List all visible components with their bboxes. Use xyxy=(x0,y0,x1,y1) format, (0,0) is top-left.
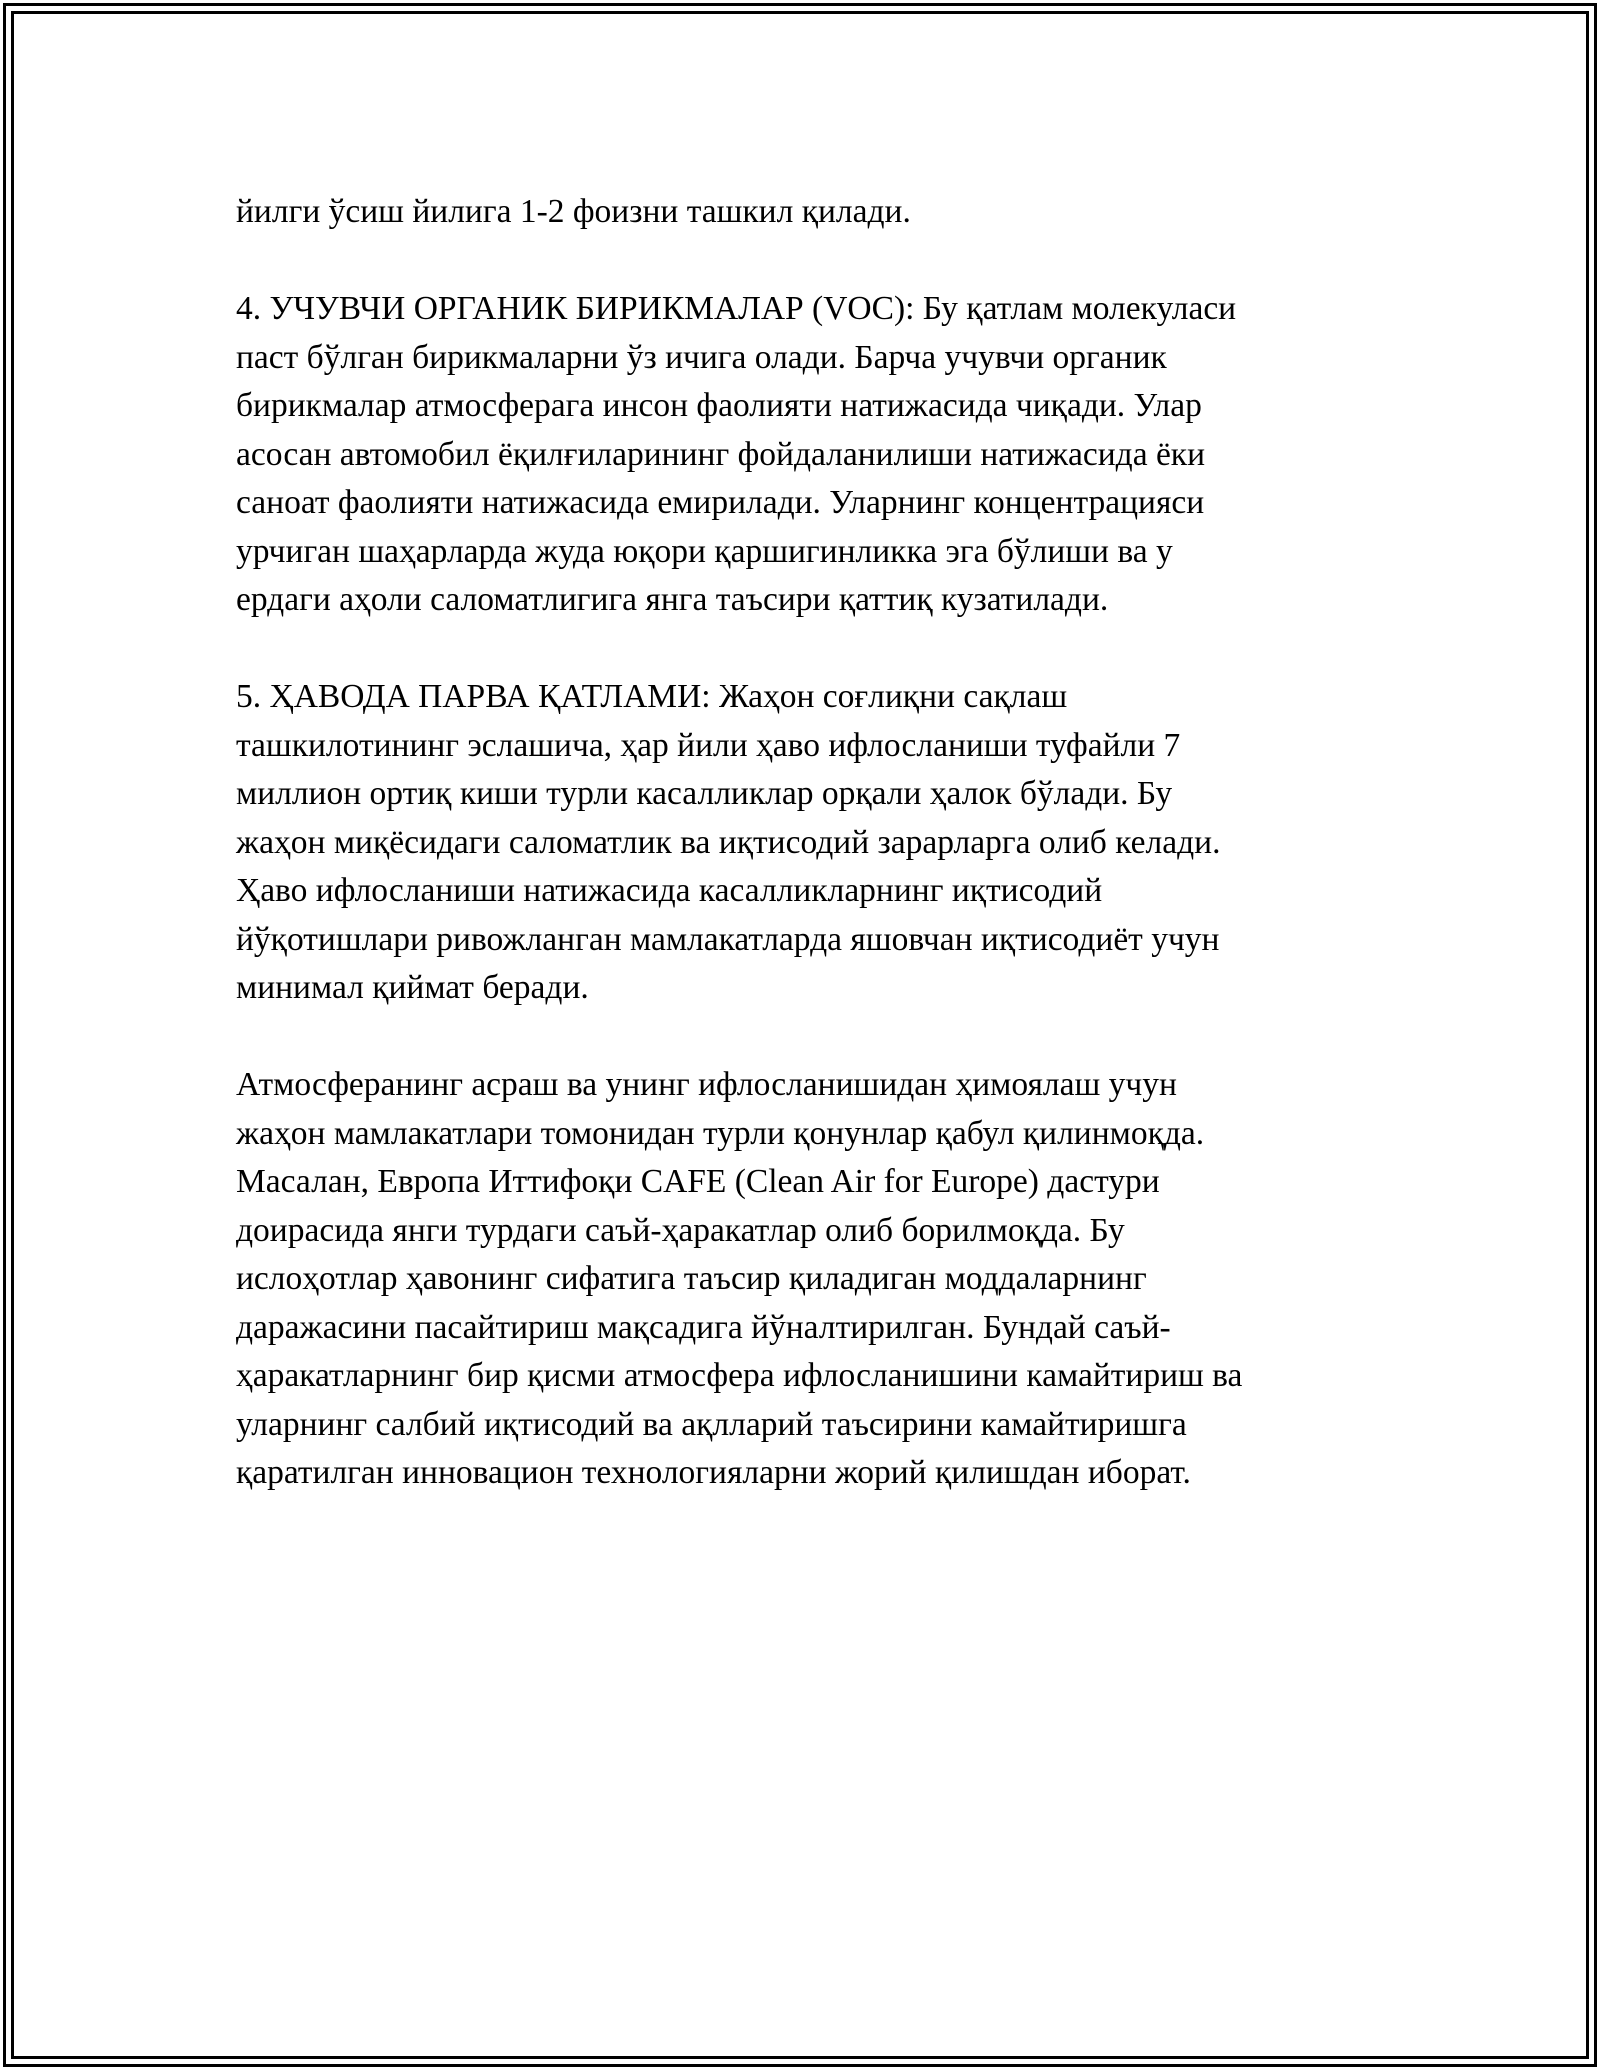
text-line: йўқотишлари ривожланган мамлакатларда яшовчан иқтисодиёт учун xyxy=(236,920,1220,958)
text-line: ҳаракатларнинг бир қисми атмосфера ифлосланишини камайтириш ва xyxy=(236,1357,1243,1394)
paragraph-4 xyxy=(236,1061,1366,1498)
text-line: ислоҳотлар ҳавонинг сифатига таъсир қиладиган моддаларнинг xyxy=(236,1260,1147,1297)
text-line: қаратилган инновацион технологияларни жорий қилишдан иборат. xyxy=(236,1454,1191,1491)
paragraph-3 xyxy=(236,673,1366,1013)
text-line: бирикмалар атмосферага инсон фаолияти натижасида чиқади. Улар xyxy=(236,387,1202,424)
text-line: асосан автомобил ёқилғиларининг фойдаланилиши натижасида ёки xyxy=(236,435,1206,473)
text-line: минимал қиймат беради. xyxy=(236,969,589,1006)
document-body xyxy=(236,188,1366,1546)
text-line: Масалан, Европа Иттифоқи CAFE (Clean Air for Europe) дастури xyxy=(236,1163,1160,1200)
paragraph-2 xyxy=(236,285,1366,625)
text-line: ердаги аҳоли саломатлигига янга таъсири қаттиқ кузатилади. xyxy=(236,581,1109,618)
text-line: жаҳон миқёсидаги саломатлик ва иқтисодий зарарларга олиб келади. xyxy=(236,823,1221,861)
text-line: Атмосферанинг асраш ва унинг ифлосланишидан ҳимоялаш учун xyxy=(236,1066,1177,1103)
paragraph-1 xyxy=(236,188,1366,237)
text-line: урчиган шаҳарларда жуда юқори қаршигинликка эга бўлиши ва у xyxy=(236,532,1173,570)
text-line: йилги ўсиш йилига 1-2 фоизни ташкил қилади. xyxy=(236,193,911,230)
text-line: Ҳаво ифлосланиши натижасида касалликларнинг иқтисодий xyxy=(236,872,1103,909)
text-line: 4. УЧУВЧИ ОРГАНИК БИРИКМАЛАР (VOC): Бу қатлам молекуласи xyxy=(236,290,1237,327)
text-line: доирасида янги турдаги саъй-ҳаракатлар олиб борилмоқда. Бу xyxy=(236,1211,1125,1249)
text-line: 5. ҲАВОДА ПАРВА ҚАТЛАМИ: Жаҳон соғлиқни сақлаш xyxy=(236,678,1068,715)
text-line: ташкилотининг эслашича, ҳар йили ҳаво ифлосланиши туфайли 7 xyxy=(236,726,1181,764)
text-line: жаҳон мамлакатлари томонидан турли қонунлар қабул қилинмоқда. xyxy=(236,1114,1205,1152)
text-line: даражасини пасайтириш мақсадига йўналтирилган. Бундай саъй- xyxy=(236,1308,1171,1346)
text-line: паст бўлган бирикмаларни ўз ичига олади. Барча учувчи органик xyxy=(236,338,1167,376)
text-line: уларнинг салбий иқтисодий ва ақлларий таъсирини камайтиришга xyxy=(236,1405,1187,1443)
text-line: миллион ортиқ киши турли касалликлар орқали ҳалок бўлади. Бу xyxy=(236,775,1173,812)
text-line: саноат фаолияти натижасида емирилади. Уларнинг концентрацияси xyxy=(236,484,1205,521)
